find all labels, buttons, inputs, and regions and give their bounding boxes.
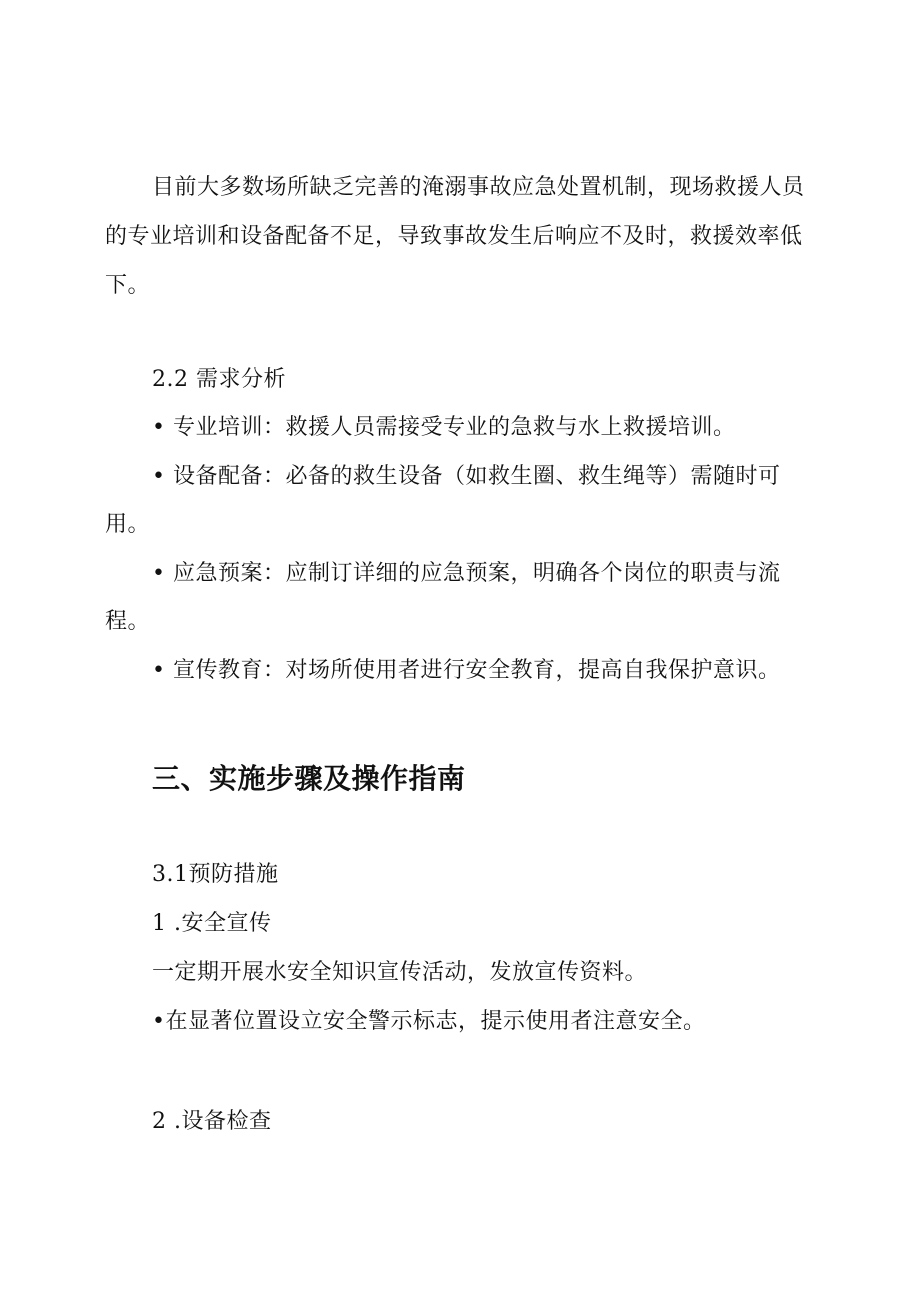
item-1-line-1: 一定期开展水安全知识宣传活动，发放宣传资料。 (152, 960, 648, 985)
intro-paragraph-line-1: 目前大多数场所缺乏完善的淹溺事故应急处置机制，现场救援人员 (152, 175, 805, 200)
bullet-professional-training: • 专业培训：救援人员需接受专业的急救与水上救援培训。 (152, 415, 736, 440)
intro-paragraph-line-2: 的专业培训和设备配备不足，导致事故发生后响应不及时，救援效率低 (105, 224, 803, 249)
intro-paragraph-line-3: 下。 (105, 273, 151, 298)
bullet-emergency-plan-line-1: • 应急预案：应制订详细的应急预案，明确各个岗位的职责与流 (152, 561, 781, 586)
bullet-education: • 宣传教育：对场所使用者进行安全教育，提高自我保护意识。 (152, 658, 781, 683)
section-3-1-title: 3.1预防措施 (152, 862, 279, 887)
bullet-emergency-plan-line-2: 程。 (105, 609, 151, 634)
section-3-heading: 三、实施步骤及操作指南 (152, 762, 466, 795)
bullet-equipment-line-2: 用。 (105, 512, 151, 537)
item-2-title: 2 .设备检查 (152, 1109, 272, 1134)
section-2-2-title: 2.2 需求分析 (152, 367, 286, 392)
item-1-line-2: •在显著位置设立安全警示标志，提示使用者注意安全。 (152, 1009, 706, 1034)
item-1-title: 1 .安全宣传 (152, 911, 272, 936)
bullet-equipment-line-1: • 设备配备：必备的救生设备（如救生圈、救生绳等）需随时可 (152, 464, 781, 489)
